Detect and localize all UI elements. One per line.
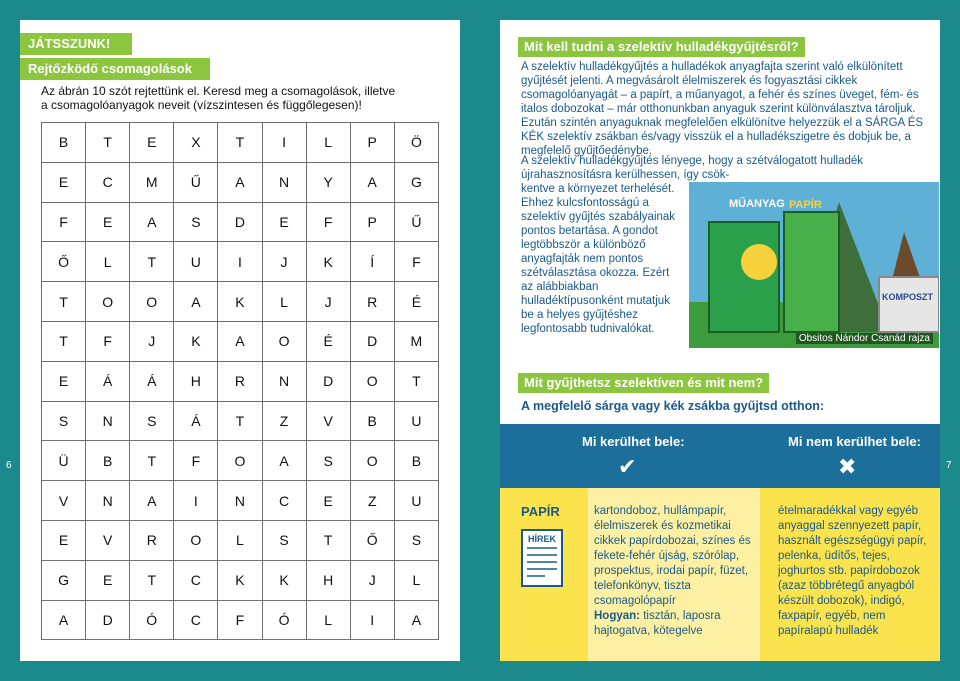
grid-cell: T (394, 361, 438, 401)
grid-cell: O (350, 361, 394, 401)
grid-cell: F (174, 441, 218, 481)
grid-cell: U (394, 401, 438, 441)
grid-row (42, 401, 439, 441)
grid-cell: Ü (42, 441, 86, 481)
page-number-left: 6 (6, 460, 12, 471)
grid-cell: N (218, 481, 262, 521)
grid-cell: R (130, 520, 174, 560)
grid-cell: B (394, 441, 438, 481)
word-search-grid (41, 122, 439, 640)
grid-cell: Í (350, 242, 394, 282)
grid-cell: H (174, 361, 218, 401)
paragraph-essence: A szelektív hulladékgyűjtés lényege, hogy a szétválogatott hulladék újrahasznosításra kerülhessen, így csök- (521, 155, 864, 181)
grid-cell: D (86, 600, 130, 640)
grid-cell: L (306, 600, 350, 640)
grid-cell: A (218, 162, 262, 202)
grid-cell: Ő (42, 242, 86, 282)
row-label-paper: PAPÍR (521, 504, 560, 519)
grid-cell: Á (130, 361, 174, 401)
grid-cell: T (218, 401, 262, 441)
grid-cell: L (86, 242, 130, 282)
grid-cell: V (86, 520, 130, 560)
grid-cell: C (174, 600, 218, 640)
grid-cell: E (306, 481, 350, 521)
grid-cell: N (262, 361, 306, 401)
grid-cell: N (86, 481, 130, 521)
grid-cell: T (42, 321, 86, 361)
grid-cell: B (350, 401, 394, 441)
grid-cell: L (306, 123, 350, 163)
grid-cell: T (42, 282, 86, 322)
grid-row (42, 321, 439, 361)
grid-cell: S (130, 401, 174, 441)
grid-cell: Ó (262, 600, 306, 640)
grid-cell: P (350, 202, 394, 242)
grid-cell: R (350, 282, 394, 322)
grid-cell: D (218, 202, 262, 242)
grid-cell: T (218, 123, 262, 163)
grid-cell: U (174, 242, 218, 282)
grid-cell: G (394, 162, 438, 202)
grid-cell: T (306, 520, 350, 560)
cross-icon: ✖ (838, 454, 857, 479)
section-title: Rejtőzködő csomagolások (20, 58, 210, 80)
grid-cell: H (306, 560, 350, 600)
grid-cell: K (306, 242, 350, 282)
grid-cell: L (218, 520, 262, 560)
grid-cell: Ó (130, 600, 174, 640)
column-allowed: Mi kerülhet bele: (582, 434, 685, 449)
grid-cell: O (174, 520, 218, 560)
grid-cell: C (262, 481, 306, 521)
drawing-caption: Obsitos Nándor Csanád rajza (796, 333, 933, 344)
grid-cell: I (262, 123, 306, 163)
grid-row (42, 123, 439, 163)
grid-cell: M (394, 321, 438, 361)
grid-cell: S (394, 520, 438, 560)
grid-cell: B (42, 123, 86, 163)
grid-cell: Z (262, 401, 306, 441)
how-text: tisztán, laposra hajtogatva, kötegelve (594, 610, 721, 637)
grid-cell: K (174, 321, 218, 361)
sign-paper: PAPÍR (789, 199, 822, 211)
grid-row (42, 242, 439, 282)
grid-cell: A (262, 441, 306, 481)
grid-cell: R (218, 361, 262, 401)
grid-cell: T (86, 123, 130, 163)
grid-row (42, 481, 439, 521)
grid-row (42, 560, 439, 600)
intro-text: Az ábrán 10 szót rejtettünk el. Keresd meg a csomagolások, illetve a csomagolóanyagok neveit (vízszintesen és függőlegesen)! (41, 84, 396, 112)
grid-cell: O (218, 441, 262, 481)
subheading-bags: A megfelelő sárga vagy kék zsákba gyűjtsd otthon: (521, 399, 825, 413)
grid-cell: Á (86, 361, 130, 401)
grid-cell: S (262, 520, 306, 560)
grid-cell: É (394, 282, 438, 322)
grid-cell: A (394, 600, 438, 640)
grid-cell: F (218, 600, 262, 640)
drawing-illustration (689, 182, 939, 348)
grid-cell: Ű (174, 162, 218, 202)
child-drawing (689, 182, 939, 348)
grid-cell: É (306, 321, 350, 361)
sign-plastic: MŰANYAG (729, 198, 785, 210)
grid-cell: E (130, 123, 174, 163)
allowed-items-list: kartondoboz, hullámpapír, élelmiszerek és kozmetikai cikkek papírdobozai, színes és fekete-fehér újság, szórólap, prospektus, irodai papír, füzet, telefonkönyv, tiszta csomagolópapír (594, 505, 751, 607)
paragraph-rules: kentve a környezet terhelését. Ehhez kulcsfontosságú a szelektív gyűjtés szabályainak pontos betartása. A gondot legtöbbször a különböző anyagfajták nem pontos szétválasztása okozza. Ezért az alábbiakban hulladéktípusonként mutatjuk be a helyes gyűjtéshez legfontosabb tudnivalókat. (521, 183, 676, 335)
grid-cell: E (42, 162, 86, 202)
page-number-right: 7 (946, 460, 952, 471)
grid-cell: S (42, 401, 86, 441)
grid-cell: S (174, 202, 218, 242)
grid-cell: C (174, 560, 218, 600)
grid-cell: V (42, 481, 86, 521)
grid-cell: F (394, 242, 438, 282)
how-label: Hogyan: (594, 610, 640, 622)
grid-cell: M (130, 162, 174, 202)
heading-what-to-collect: Mit gyűjthetsz szelektíven és mit nem? (518, 373, 769, 393)
grid-cell: Ö (394, 123, 438, 163)
newspaper-icon (520, 528, 564, 588)
grid-cell: F (86, 321, 130, 361)
grid-cell: O (262, 321, 306, 361)
not-allowed-items: ételmaradékkal vagy egyéb anyaggal szennyezett papír, használt egészségügyi papír, pelenka, üdítős, tejes, joghurtos stb. papírdobozok (azaz többrétegű anyagból készült dobozok), indigó, faxpapír, egyéb, nem papíralapú hulladék (778, 505, 927, 637)
grid-cell: Á (174, 401, 218, 441)
grid-cell: K (262, 560, 306, 600)
grid-cell: T (130, 441, 174, 481)
grid-cell: N (86, 401, 130, 441)
grid-cell: E (86, 202, 130, 242)
grid-cell: A (130, 202, 174, 242)
row-label-cell (500, 488, 588, 661)
table-row-paper (500, 488, 940, 661)
grid-cell: A (174, 282, 218, 322)
grid-row (42, 202, 439, 242)
grid-cell: E (86, 560, 130, 600)
grid-row (42, 441, 439, 481)
grid-cell: J (262, 242, 306, 282)
not-allowed-cell (760, 488, 940, 661)
grid-cell: C (86, 162, 130, 202)
grid-cell: I (174, 481, 218, 521)
grid-cell: Ő (350, 520, 394, 560)
grid-cell: K (218, 282, 262, 322)
grid-cell: K (218, 560, 262, 600)
grid-cell: A (218, 321, 262, 361)
grid-cell: F (42, 202, 86, 242)
grid-cell: P (350, 123, 394, 163)
grid-cell: L (394, 560, 438, 600)
grid-cell: L (262, 282, 306, 322)
allowed-items (594, 504, 754, 639)
grid-cell: A (42, 600, 86, 640)
grid-cell: O (130, 282, 174, 322)
grid-cell: J (350, 560, 394, 600)
grid-cell: G (42, 560, 86, 600)
sign-compost: KOMPOSZT (882, 292, 933, 302)
grid-cell: S (306, 441, 350, 481)
grid-cell: I (350, 600, 394, 640)
allowed-cell (588, 488, 760, 661)
heading-selective-collection: Mit kell tudni a szelektív hulladékgyűjtésről? (518, 37, 805, 57)
newspaper-title: HÍREK (527, 534, 557, 544)
table-header (500, 424, 940, 488)
grid-cell: U (394, 481, 438, 521)
paragraph-definition: A szelektív hulladékgyűjtés a hulladékok anyagfajta szerint való elkülönített gyűjtését jelenti. A megvásárolt élelmiszerek és fogyasztási cikkek csomagolóanyagát – a papírt, a műanyagot, a fehér és színes üveget, fém- és italos dobozokat – már otthonunkban anyaguk szerint különválasztva tároljuk. Ezután szintén anyaguknak megfelelően elkülönítve helyezzük el a SÁRGA ÉS KÉK szelektív zsákban és/vagy visszük el a hulladékszigetre és dobjuk be, a megfelelő gyűjtőedénybe. (521, 61, 924, 157)
grid-cell: O (86, 282, 130, 322)
grid-row (42, 600, 439, 640)
grid-cell: D (350, 321, 394, 361)
grid-cell: Y (306, 162, 350, 202)
grid-row (42, 361, 439, 401)
check-icon: ✔ (618, 454, 637, 479)
grid-cell: J (306, 282, 350, 322)
grid-cell: E (262, 202, 306, 242)
grid-cell: E (42, 361, 86, 401)
grid-cell: I (218, 242, 262, 282)
grid-cell: A (130, 481, 174, 521)
grid-cell: T (130, 560, 174, 600)
column-not-allowed: Mi nem kerülhet bele: (788, 434, 921, 449)
grid-cell: V (306, 401, 350, 441)
play-tag: JÁTSSZUNK! (20, 33, 132, 55)
grid-cell: Z (350, 481, 394, 521)
grid-cell: J (130, 321, 174, 361)
grid-row (42, 162, 439, 202)
grid-cell: N (262, 162, 306, 202)
grid-row (42, 520, 439, 560)
grid-cell: D (306, 361, 350, 401)
grid-cell: Ű (394, 202, 438, 242)
grid-cell: T (130, 242, 174, 282)
grid-cell: F (306, 202, 350, 242)
grid-cell: B (86, 441, 130, 481)
grid-cell: E (42, 520, 86, 560)
grid-cell: X (174, 123, 218, 163)
grid-cell: O (350, 441, 394, 481)
grid-row (42, 282, 439, 322)
grid-cell: A (350, 162, 394, 202)
